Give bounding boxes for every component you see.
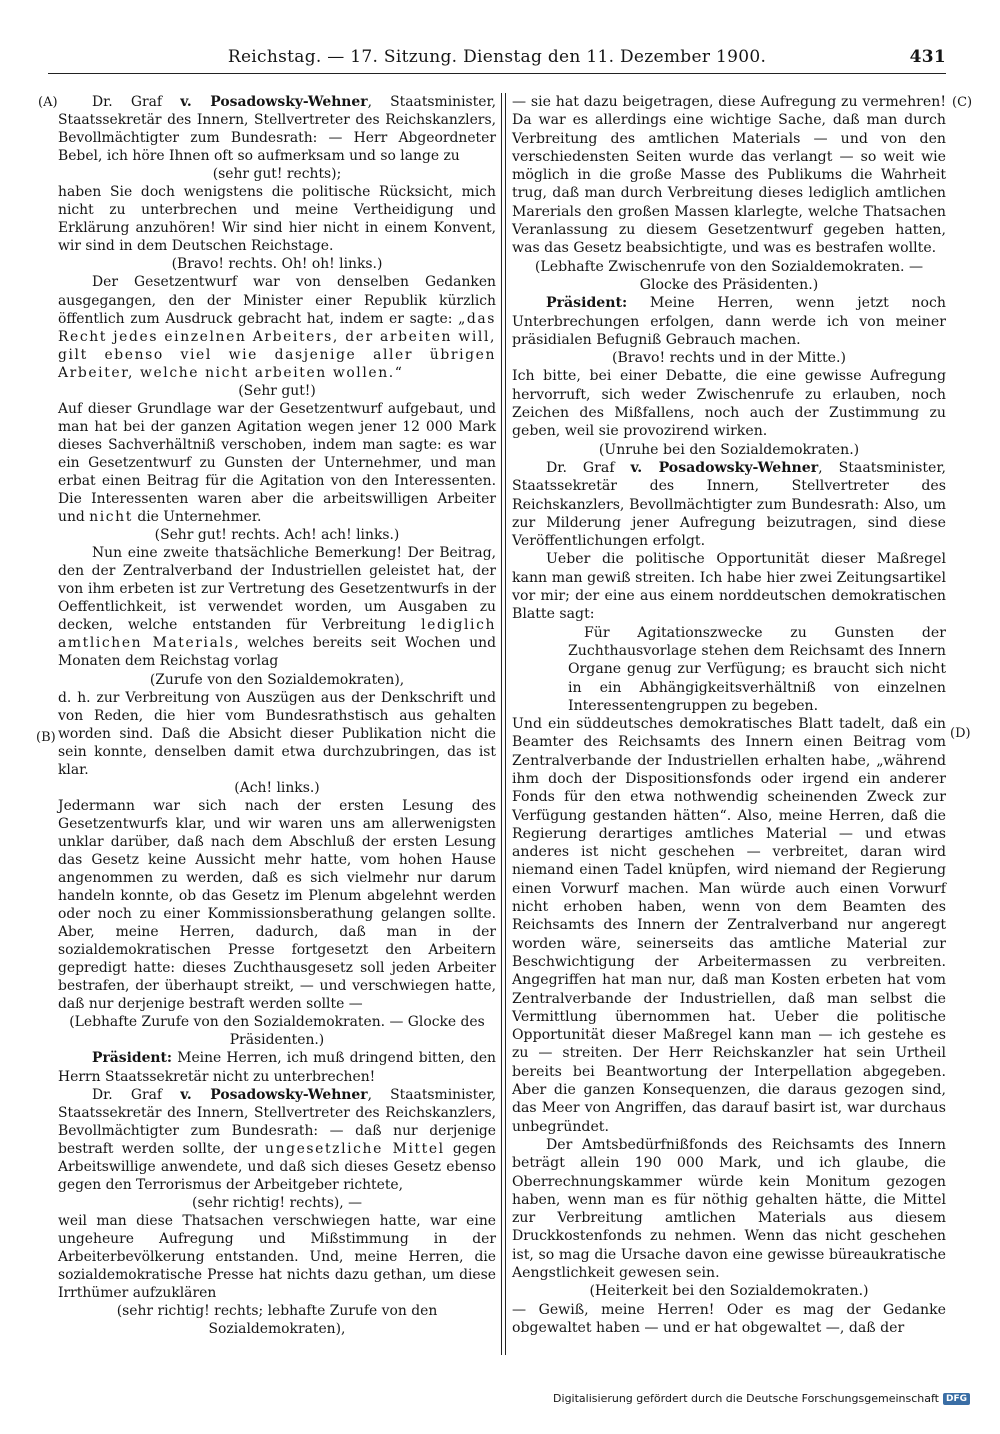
interjection [58, 165, 496, 183]
interjection [58, 1302, 496, 1338]
quoted-text [568, 624, 946, 715]
paragraph [58, 1212, 496, 1302]
interjection [58, 255, 496, 273]
text-run: Meine Herren, ich muß dringend bitten, den Herrn Staatssekretär nicht zu unterbrechen! [58, 1050, 496, 1085]
margin-marker-d: (D) [950, 726, 971, 741]
text-run: , Staatsminister, Staatssekretär des Innern, Stellvertreter des Reichskanzlers, Bevollmächtigter zum Bundesrath: — Herr Abgeordneter Bebel, ich höre Ihnen oft so aufmerksam und so lange zu [58, 94, 497, 165]
column-rule [501, 93, 502, 1355]
text-run: Ueber die politische Opportunität dieser Maßregel kann man gewiß streiten. Ich habe hier zwei Zeitungsartikel vor mir; der eine aus einem norddeutschen demokratischen Blatte sagt: [512, 551, 946, 623]
right-column [512, 93, 946, 1337]
text-run: Der Amtsbedürfnißfonds des Reichsamts des Innern beträgt allein 190 000 Mark, und ich glaube, die Oberrechnungskammer würde kein Monitum gezogen haben, wenn man es für nöthig gehalten hätte, die Mittel zur Verbreitung amtlichen Materials aus diesem Druckkostenfonds zu nehmen. Wenn das nicht geschehen ist, so mag die Ursache davon eine gewisse büreaukratische Aengstlichkeit gewesen sein. [512, 1136, 946, 1281]
interjection [512, 258, 946, 295]
text-run: (Sehr gut!) [238, 382, 316, 399]
speaker-name: v. Posadowsky-Wehner [180, 94, 368, 110]
paragraph [512, 550, 946, 623]
speaker-name: v. Posadowsky-Wehner [180, 1086, 368, 1103]
text-run: haben Sie doch wenigstens die politische Rücksicht, mich nicht zu unterbrechen und meine Vertheidigung und Erklärung anzuhören! Wir sind hier nicht in einem Konvent, wir sind in dem Deutschen Reichstage. [58, 184, 496, 255]
running-head: Reichstag. — 17. Sitzung. Dienstag den 11. Dezember 1900. [227, 47, 767, 67]
paragraph [58, 544, 496, 670]
paragraph [58, 400, 496, 526]
text-run: (Bravo! rechts und in der Mitte.) [612, 350, 846, 367]
page-header [48, 47, 946, 74]
interjection [58, 671, 496, 689]
text-run: , welches bereits seit Wochen und Monaten dem Reichstag vorlag [58, 635, 496, 670]
speaker-name: v. Posadowsky-Wehner [630, 459, 819, 476]
text-run: (sehr gut! rechts); [212, 166, 342, 183]
text-run: Für Agitationszwecke zu Gunsten der Zuchthausvorlage stehen dem Reichsamt des Innern Organe genug zur Verfügung; es braucht sich nicht in ein Abhängigkeitsverhältniß von einzelnen Interessentengruppen zu begeben. [568, 624, 946, 714]
paragraph [512, 367, 946, 440]
paragraph [512, 294, 946, 349]
paragraph [58, 1086, 496, 1194]
text-run: — sie hat dazu beigetragen, diese Aufregung zu vermehren! Da war es allerdings eine wichtige Sache, daß man durch Verbreitung des amtlichen Materials — und von den verschiedensten Seiten wurde das verlangt — so weit wie möglich in die große Masse des Publikums die Wahrheit trug, daß man durch Verbreitung dieses lediglich amtlichen Marerials den großen Massen klarlegte, welche Thatsachen Veranlassung zu diesem Gesetzentwurf gegeben hatten, was das Gesetz beabsichtigte, und was es bestrafen wollte. [512, 94, 946, 257]
paragraph [58, 273, 496, 381]
text-run: (Lebhafte Zurufe von den Sozialdemokraten. — Glocke des Präsidenten.) [69, 1014, 485, 1049]
margin-marker-b: (B) [36, 730, 56, 745]
paragraph [58, 797, 496, 1014]
text-run: gegen Arbeitswillige anwendete, und daß sich dieses Gesetz ebenso gegen den Terrorismus der Arbeitgeber richtete, [58, 1140, 496, 1193]
text-run: lediglich amtlichen Materials [58, 617, 496, 652]
interjection [512, 441, 946, 459]
text-run: ungesetzliche Mittel [265, 1140, 445, 1157]
margin-marker-a: (A) [38, 95, 58, 110]
paragraph [512, 715, 946, 1136]
text-run: Jedermann war sich nach der ersten Lesung des Gesetzentwurfs klar, und wir waren uns am allerwenigsten unklar darüber, daß nach dem Abschluß der ersten Lesung das Gesetz keine Aussicht mehr hatte, vom hohen Hause angenommen zu werden, daß es sich vielmehr nur darum handeln konnte, ob das Gesetz im Plenum abgelehnt werden oder noch zu einer Kommissionsberathung gelangen sollte. Aber, meine Herren, dadurch, daß man in der sozialdemokratischen Presse fortgesetzt den Arbeitern gepredigt hatte: dieses Zuchthausgesetz soll jeden Arbeiter bestrafen, der überhaupt streikt, — und verschwiegen hatte, daß nur derjenige bestraft werden sollte — [58, 797, 496, 1013]
text-run: nicht [89, 509, 133, 526]
interjection [58, 1194, 496, 1212]
text-run: weil man diese Thatsachen verschwiegen hatte, war eine ungeheure Aufregung und Mißstimmung in der Arbeiterbevölkerung entstanden. Und, meine Herren, die sozialdemokratische Presse hat nichts dazu gethan, um diese Irrthümer aufzuklären [58, 1212, 496, 1302]
paragraph [58, 183, 496, 255]
interjection [58, 779, 496, 797]
text-run: (Bravo! rechts. Oh! oh! links.) [171, 256, 383, 273]
text-run: Dr. Graf [546, 459, 631, 476]
text-run: (Sehr gut! rechts. Ach! ach! links.) [154, 527, 400, 544]
text-run: Dr. Graf [92, 94, 181, 110]
left-column [58, 93, 496, 1338]
text-run: — Gewiß, meine Herren! Oder es mag der Gedanke obgewaltet haben — und er hat obgewaltet —, daß der [512, 1301, 946, 1336]
paragraph [58, 689, 496, 779]
margin-marker-c: (C) [952, 95, 973, 110]
interjection [58, 382, 496, 400]
paragraph [512, 1136, 946, 1282]
text-run: Nun eine zweite thatsächliche Bemerkung! Der Beitrag, den der Zentralverband der Industriellen geleistet hat, der von ihm erbeten ist zur Vertretung des Gesetzentwurfs in der Oeffentlichkeit, ist verwendet worden, um Ausgaben zu decken, welche entstanden für Verbreitung [58, 545, 496, 634]
text-run: (Lebhafte Zwischenrufe von den Sozialdemokraten. — Glocke des Präsidenten.) [534, 258, 924, 293]
text-run: (sehr richtig! rechts), — [192, 1194, 362, 1211]
interjection [58, 526, 496, 544]
text-run: (Heiterkeit bei den Sozialdemokraten.) [589, 1283, 869, 1300]
dfg-logo: DFG [943, 1393, 970, 1405]
text-run: „das Recht jedes einzelnen Arbeiters, der arbeiten will, gilt ebenso viel wie dasjenige aller übrigen Arbeiter, welche nicht arbeiten wollen.“ [58, 310, 496, 381]
text-run: d. h. zur Verbreitung von Auszügen aus der Denkschrift und von Reden, die hier vom Bundesrathstisch aus gehalten worden sind. Daß die Absicht dieser Publikation nicht die sein konnte, denselben damit etwa durchzubringen, das ist klar. [58, 689, 496, 778]
column-rule [505, 93, 506, 1355]
interjection [512, 349, 946, 367]
text-run: Und ein süddeutsches demokratisches Blatt tadelt, daß ein Beamter des Reichsamts des Innern einen Beitrag vom Zentralverbande der Industriellen erhalten habe, „während ihm doch der Dispositionsfonds oder irgend ein anderer Fonds für den etwa nothwendig scheinenden Zweck zur Verfügung gestanden hätten“. Also, meine Herren, daß die Regierung derartiges amtliches Material — und etwas anderes ist nicht geschehen — verbreitet, daran wird niemand einen Tadel knüpfen, wird niemand der Regierung einen Vorwurf machen. Man würde auch einen Vorwurf nicht erhoben haben, wenn von dem Beamten des Reichsamts des Innern der Zentralverband nur angeregt worden wäre, seinerseits das amtliche Material zur Beschwichtigung der Arbeitermassen zu verbreiten. Angegriffen hat man nur, daß man Kosten erbeten hat vom Zentralverbande der Industriellen, daß man selbst die Vermittlung übernommen hat. Ueber die politische Opportunität dieser Maßregel kann man — ich gestehe es zu — streiten. Der Herr Reichskanzler hat sein Urtheil bereits bei Beantwortung der Interpellation abgegeben. Aber die ganzen Konsequenzen, die daraus gezogen sind, das Meer von Angriffen, das darauf basirt ist, war durchaus unbegründet. [512, 716, 946, 1135]
text-run: Meine Herren, wenn jetzt noch Unterbrechungen erfolgen, dann werde ich von meiner präsidialen Befugniß Gebrauch machen. [512, 295, 946, 348]
interjection [512, 1282, 946, 1300]
text-run: (Ach! links.) [234, 779, 320, 796]
speaker-name: Präsident: [546, 295, 628, 312]
footer-text: Digitalisierung gefördert durch die Deutsche Forschungsgemeinschaft [553, 1392, 939, 1405]
text-run: Der Gesetzentwurf war von denselben Gedanken ausgegangen, den der Minister einer Republik kürzlich öffentlich zum Ausdruck gebracht hat, indem er sagte: [58, 274, 496, 327]
text-run: , Staatsminister, Staatssekretär des Innern, Stellvertreter des Reichskanzlers, Bevollmächtigter zum Bundesrath: — daß nur derjenige bestraft werden sollte, der [58, 1086, 497, 1157]
paragraph [512, 93, 946, 258]
text-run: (Zurufe von den Sozialdemokraten), [149, 671, 405, 688]
paragraph [58, 1049, 496, 1085]
text-run: die Unternehmer. [132, 509, 262, 526]
text-run: Dr. Graf [92, 1086, 181, 1103]
footer [553, 1392, 970, 1405]
paragraph [512, 1301, 946, 1338]
text-run: (sehr richtig! rechts; lebhafte Zurufe von den Sozialdemokraten), [116, 1303, 438, 1338]
page-number: 431 [909, 47, 946, 67]
speaker-name: Präsident: [92, 1050, 173, 1067]
text-run: Ich bitte, bei einer Debatte, die eine gewisse Aufregung hervorruft, sich weder Zwischenrufe zu erlauben, noch Zeichen des Mißfallens, noch auch der Zustimmung zu geben, weil sie provozirend wirken. [512, 368, 946, 440]
paragraph [512, 459, 946, 550]
interjection [58, 1013, 496, 1049]
text-run: (Unruhe bei den Sozialdemokraten.) [598, 441, 860, 458]
text-run: , Staatsminister, Staatssekretär des Innern, Stellvertreter des Reichskanzlers, Bevollmächtigter zum Bundesrath: Also, um zur Milderung jener Aufregung beizutragen, sind diese Veröffentlichungen erfolgt. [512, 459, 946, 550]
text-run: Auf dieser Grundlage war der Gesetzentwurf aufgebaut, und man hat bei der ganzen Agitation wegen jener 12 000 Mark dieses Sachverhältniß verschoben, indem man sagte: es war ein Gesetzentwurf zu Gunsten der Unternehmer, und man erbat einen Beitrag für die Agitation von den Interessenten. Die Interessenten waren aber die arbeitswilligen Arbeiter und [58, 400, 496, 526]
paragraph [58, 93, 496, 165]
